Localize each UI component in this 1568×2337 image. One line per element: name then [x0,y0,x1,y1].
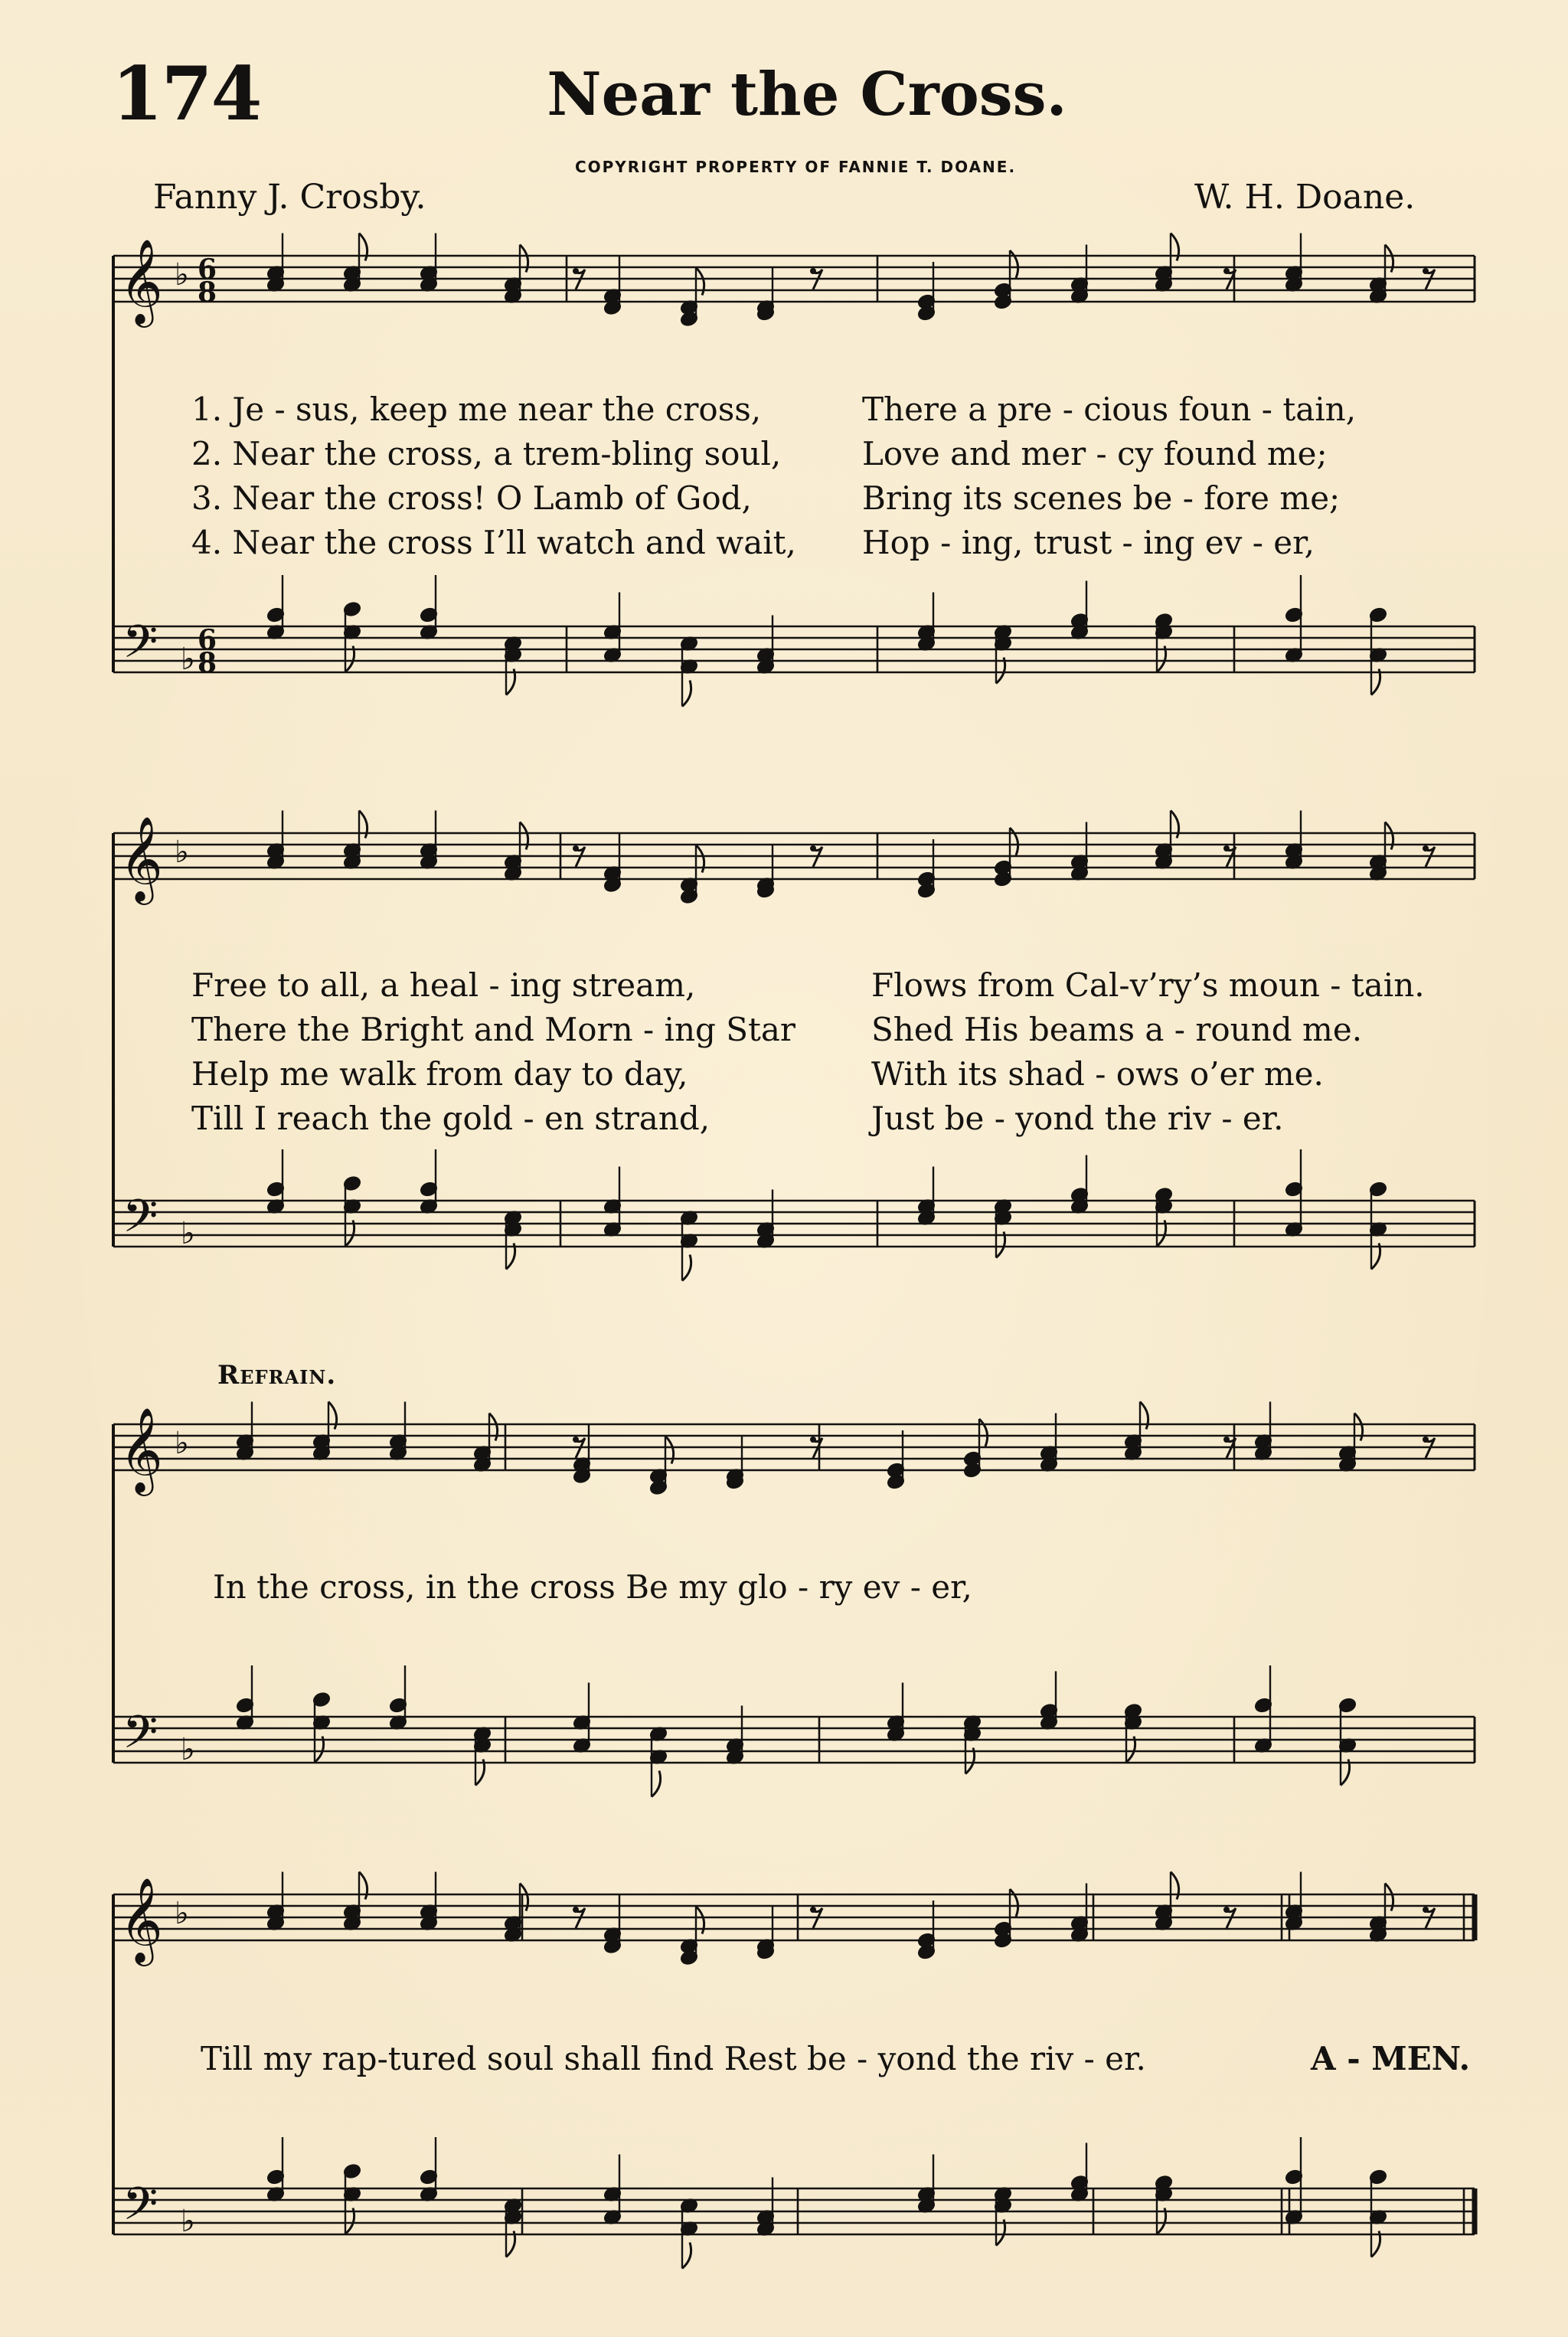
hymn-title: Near the Cross. [547,60,1067,129]
time-signature-bottom: 8 [198,276,217,309]
refrain-line-1: In the cross, in the cross Be my glo - ry ev - er, [213,1568,972,1606]
verse-1-line-c: Free to all, a heal - ing stream, [191,966,696,1004]
key-flat-icon: ♭ [175,257,189,293]
time-signature-top: 6 [198,624,217,656]
verse-4-line-a: 4. Near the cross I’ll watch and wait, [191,524,796,561]
verse-3-line-b: Bring its scenes be - fore me; [862,479,1341,517]
eighth-rest-dot [810,845,816,851]
eighth-rest-dot [1223,268,1230,274]
eighth-rest-dot [1423,845,1429,851]
refrain-line-2: Till my rap-tured soul shall find Rest be - yond the riv - er. [201,2040,1146,2077]
bass-clef-icon: 𝄢 [122,1705,158,1770]
eighth-rest-dot [810,1437,816,1443]
eighth-rest-dot [1223,1907,1230,1913]
eighth-rest-dot [1423,1437,1429,1443]
bass-clef-icon: 𝄢 [122,1189,158,1253]
key-flat-icon: ♭ [175,835,189,870]
key-flat-icon: ♭ [181,642,195,677]
bass-clef-icon: 𝄢 [122,615,158,679]
verse-2-line-a: 2. Near the cross, a trem-bling soul, [191,435,782,472]
composer-credit: W. H. Doane. [1194,178,1416,217]
note-flag [652,1771,661,1797]
note-flag [1010,1889,1018,1917]
time-signature-bottom: 8 [198,647,217,679]
verse-2-line-d: Shed His beams a - round me. [871,1011,1363,1048]
hymn-number: 174 [112,51,261,137]
eighth-rest-dot [810,1907,816,1913]
note-flag [979,1419,988,1446]
verse-1-line-b: There a pre - cious foun - tain, [862,391,1357,428]
key-flat-icon: ♭ [181,1732,195,1767]
verse-1-line-a: 1. Je - sus, keep me near the cross, [191,391,762,428]
lyricist-credit: Fanny J. Crosby. [153,178,426,217]
eighth-rest-dot [573,1907,579,1913]
treble-clef-icon: 𝄞 [119,1877,163,1963]
key-flat-icon: ♭ [181,1216,195,1251]
eighth-rest-dot [573,268,579,274]
copyright-notice: COPYRIGHT PROPERTY OF FANNIE T. DOANE. [574,158,1017,176]
verse-3-line-d: With its shad - ows o’er me. [871,1055,1324,1093]
key-flat-icon: ♭ [175,1426,189,1461]
note-flag [682,1255,691,1281]
verse-3-line-a: 3. Near the cross! O Lamb of God, [191,479,752,517]
amen-label: A - MEN. [1311,2040,1471,2077]
eighth-rest-dot [1423,268,1429,274]
eighth-rest-dot [1223,1437,1230,1443]
verse-2-line-b: Love and mer - cy found me; [862,435,1328,472]
verse-4-line-c: Till I reach the gold - en strand, [191,1100,710,1137]
verse-4-line-d: Just be - yond the riv - er. [871,1100,1284,1137]
verse-1-line-d: Flows from Cal-v’ry’s moun - tain. [871,966,1425,1004]
treble-clef-icon: 𝄞 [119,1407,163,1492]
note-flag [682,681,691,707]
note-flag [1010,250,1018,278]
verse-4-line-b: Hop - ing, trust - ing ev - er, [862,524,1315,561]
key-flat-icon: ♭ [175,1896,189,1931]
verse-3-line-c: Help me walk from day to day, [191,1055,688,1093]
treble-clef-icon: 𝄞 [119,815,163,901]
eighth-rest-dot [810,268,816,274]
key-flat-icon: ♭ [181,2204,195,2239]
eighth-rest-dot [1223,845,1230,851]
bass-clef-icon: 𝄢 [122,2177,158,2241]
eighth-rest-dot [573,1437,579,1443]
refrain-label: Refrain. [217,1360,337,1391]
eighth-rest-dot [1423,1907,1429,1913]
note-flag [682,2243,691,2269]
verse-2-line-c: There the Bright and Morn - ing Star [191,1011,795,1048]
time-signature-top: 6 [198,253,217,286]
eighth-rest-dot [573,845,579,851]
note-flag [1010,828,1018,855]
treble-clef-icon: 𝄞 [119,238,163,324]
